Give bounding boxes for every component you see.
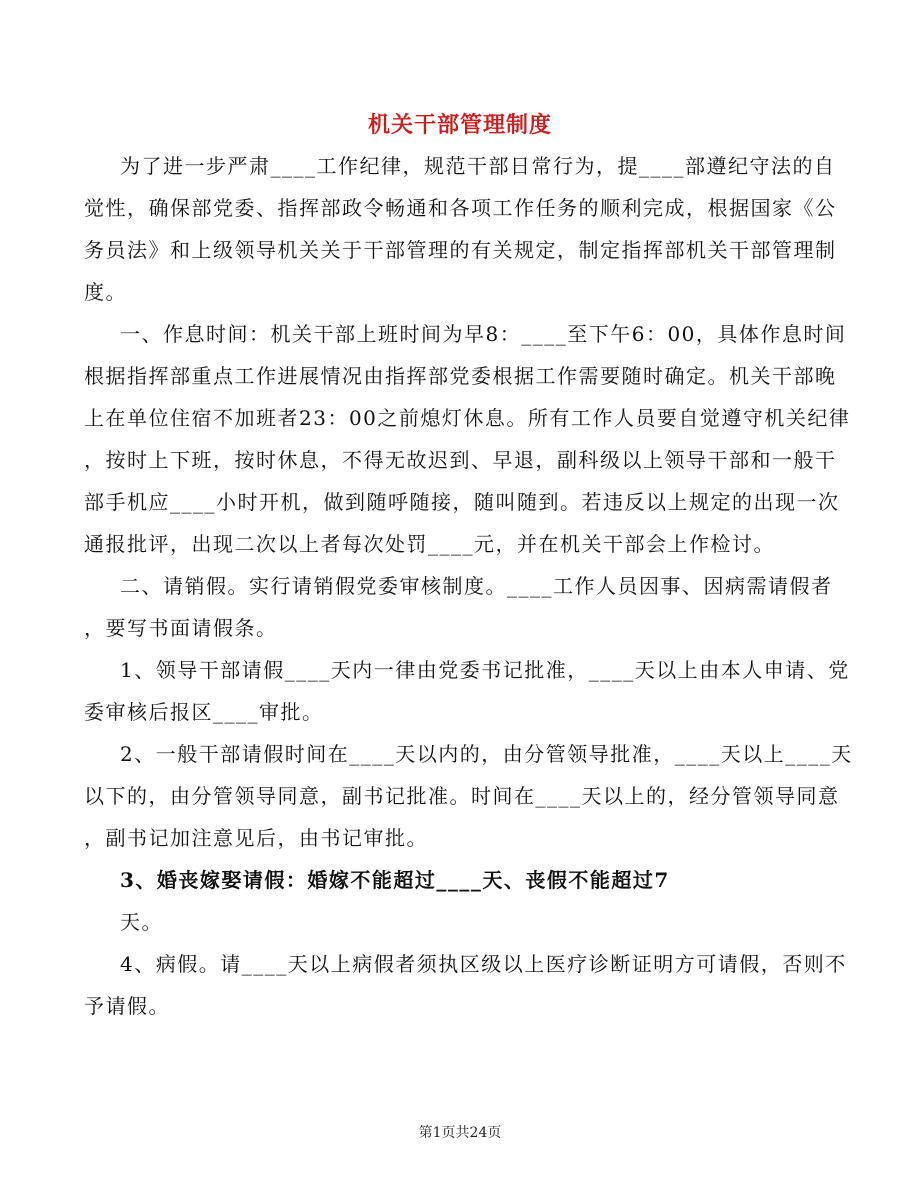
paragraph-line-bold: 3、婚丧嫁娶请假：婚嫁不能超过____天、丧假不能超过7 bbox=[120, 868, 670, 892]
paragraph-line: 一、作息时间：机关干部上班时间为早8：____至下午6：00，具体作息时间 bbox=[120, 322, 847, 346]
paragraph-line: 予请假。 bbox=[84, 994, 170, 1018]
paragraph-line: ，按时上下班，按时休息，不得无故迟到、早退，副科级以上领导干部和一般干 bbox=[84, 448, 837, 472]
paragraph-line: 以下的，由分管领导同意，副书记批准。时间在____天以上的，经分管领导同意 bbox=[84, 784, 840, 808]
paragraph-line: 通报批评，出现二次以上者每次处罚____元，并在机关干部会上作检讨。 bbox=[84, 532, 775, 556]
paragraph-line: 1、领导干部请假____天内一律由党委书记批准，____天以上由本人申请、党 bbox=[120, 658, 850, 682]
paragraph-line: 二、请销假。实行请销假党委审核制度。____工作人员因事、因病需请假者 bbox=[120, 574, 833, 598]
paragraph-line: 部手机应____小时开机，做到随呼随接，随叫随到。若违反以上规定的出现一次 bbox=[84, 490, 840, 514]
paragraph-line: 为了进一步严肃____工作纪律，规范干部日常行为，提____部遵纪守法的自 bbox=[120, 154, 836, 178]
paragraph-line: 上在单位住宿不加班者23：00之前熄灯休息。所有工作人员要自觉遵守机关纪律 bbox=[84, 406, 851, 430]
paragraph-line: 度。 bbox=[84, 280, 127, 304]
paragraph-line: 觉性，确保部党委、指挥部政令畅通和各项工作任务的顺利完成，根据国家《公 bbox=[84, 196, 837, 220]
paragraph-line: 委审核后报区____审批。 bbox=[84, 700, 324, 724]
paragraph-line: ，副书记加注意见后，由书记审批。 bbox=[84, 826, 428, 850]
paragraph-line: 2、一般干部请假时间在____天以内的，由分管领导批准，____天以上____天 bbox=[120, 742, 853, 766]
paragraph-line: ，要写书面请假条。 bbox=[84, 616, 278, 640]
document-title: 机关干部管理制度 bbox=[367, 112, 552, 138]
paragraph-line: 务员法》和上级领导机关关于干部管理的有关规定，制定指挥部机关干部管理制 bbox=[84, 238, 837, 262]
paragraph-line: 根据指挥部重点工作进展情况由指挥部党委根据工作需要随时确定。机关干部晚 bbox=[84, 364, 837, 388]
paragraph-line: 天。 bbox=[120, 910, 163, 934]
page-number: 第1页共24页 bbox=[418, 1125, 502, 1141]
paragraph-line: 4、病假。请____天以上病假者须执区级以上医疗诊断证明方可请假，否则不 bbox=[120, 952, 847, 976]
